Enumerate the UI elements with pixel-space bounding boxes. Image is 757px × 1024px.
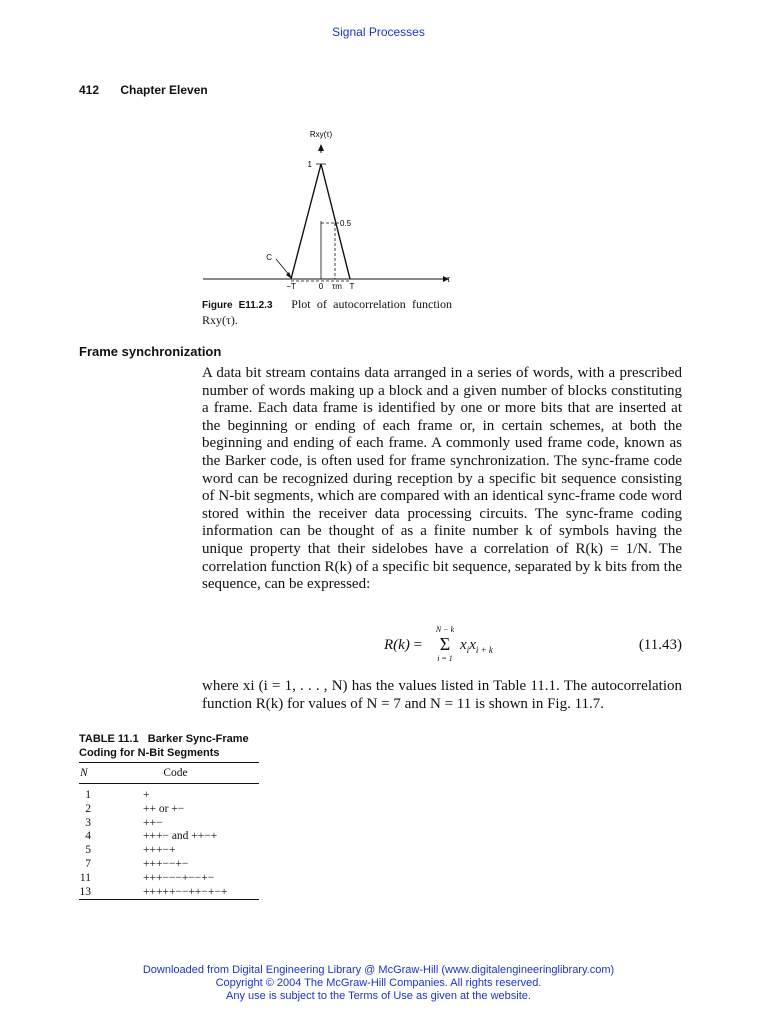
table-cell-code: +++++−−++−+−+ — [143, 885, 228, 898]
tick-tau-m: τm — [332, 282, 342, 291]
table-caption: Barker Sync-Frame Coding for N-Bit Segments — [79, 733, 249, 759]
body-paragraph-2: where xi (i = 1, . . . , N) has the values listed in Table 11.1. The autocorrelation function R(k) for values of N = 7 and N = 11 is shown in Fig. 11.7. — [202, 678, 682, 712]
table-header-code: Code — [163, 767, 188, 779]
summation-lower-limit: i = 1 — [437, 654, 453, 663]
x-axis-label: τ — [447, 275, 451, 284]
tick-zero: 0 — [318, 282, 324, 291]
offset-pointer-arrow — [286, 272, 292, 279]
table-cell-code: +++−−−+−−+− — [143, 871, 215, 884]
y-axis-arrow — [318, 144, 324, 151]
table-cell-code: + — [143, 789, 150, 801]
term-x1: x — [460, 637, 467, 653]
table-cell-n: 7 — [85, 857, 91, 870]
table-row — [79, 872, 259, 886]
table-row — [79, 858, 259, 872]
term-sub1: i — [466, 645, 470, 655]
equation-lhs — [384, 637, 422, 654]
table-cell-code: ++− — [143, 816, 163, 829]
table-cell-n: 11 — [79, 871, 91, 884]
barker-code-table — [79, 762, 259, 900]
page-number: 412 — [79, 83, 100, 97]
summation-term — [460, 637, 493, 655]
table-row — [79, 803, 259, 817]
table-cell-code: +++−−+− — [143, 857, 189, 870]
figure-caption-text: Plot of autocorrelation function Rxy(τ). — [202, 297, 452, 327]
footer-library-link[interactable]: Downloaded from Digital Engineering Library @ McGraw-Hill (www.digitalengineeringlibrary.com) — [142, 964, 615, 976]
y-axis-label: Rxy(τ) — [309, 130, 333, 139]
tick-t: T — [349, 282, 355, 291]
table-row — [79, 886, 259, 900]
table-cell-code: +++− and ++−+ — [143, 830, 218, 843]
term-x2: x — [469, 637, 476, 653]
equation-number: (11.43) — [638, 637, 682, 653]
table-cell-n: 2 — [85, 802, 91, 815]
table-cell-n: 3 — [85, 816, 91, 829]
equation-lhs-text: R(k) — [384, 637, 410, 653]
table-header-row — [79, 763, 259, 784]
tick-neg-t: −T — [286, 282, 296, 291]
offset-label: C — [266, 253, 272, 262]
footer-copyright: Copyright © 2004 The McGraw-Hill Companies. All rights reserved. — [215, 977, 542, 989]
table-row — [79, 817, 259, 831]
peak-label: 1 — [307, 160, 312, 169]
summation — [434, 625, 456, 663]
autocorrelation-plot — [195, 125, 455, 295]
table-cell-n: 13 — [79, 885, 91, 898]
table-cell-n: 1 — [85, 789, 91, 801]
footer-terms[interactable]: Any use is subject to the Terms of Use as given at the website. — [226, 990, 531, 1002]
equation-11-43 — [202, 625, 682, 667]
section-heading: Frame synchronization — [79, 344, 222, 359]
table-title — [79, 732, 279, 760]
figure-caption-label: Figure E11.2.3 — [202, 300, 273, 311]
table-header-n: N — [80, 767, 88, 779]
footer — [0, 964, 757, 1003]
summation-upper-limit: N − k — [435, 625, 455, 634]
table-cell-n: 4 — [85, 830, 91, 843]
table-body — [79, 789, 259, 899]
header-link[interactable]: Signal Processes — [332, 25, 425, 39]
summation-sigma: Σ — [439, 634, 451, 654]
table-row — [79, 830, 259, 844]
body-paragraph-1: A data bit stream contains data arranged in a series of words, with a prescribed number of words making up a block and a given number of blocks constituting a frame. Each data frame is identified by one or more bits that are inserted at the beginning or ending of each frame or, in certain schemes, at both the beginning and ending of each frame. A commonly used frame code, known as the Barker code, is often used for frame synchronization. The sync-frame code word can be recognized during reception by a specific bit sequence consisting of N-bit segments, which are compared with an identical sync-frame code word stored within the receiver data processing circuits. The sync-frame coding information can be thought of as a finite number k of symbols having the unique property that their sidelobes have a correlation of R(k) = 1/N. The correlation function R(k) of a specific bit sequence, separated by k bits from the sequence, can be expressed: — [202, 365, 682, 593]
term-sub2: i + k — [475, 645, 493, 655]
table-cell-code: ++ or +− — [143, 802, 185, 815]
table-row — [79, 789, 259, 803]
chapter-title: Chapter Eleven — [120, 83, 208, 97]
table-cell-code: +++−+ — [143, 844, 176, 857]
equation-equals: = — [413, 637, 423, 653]
figure-caption — [202, 297, 452, 327]
table-cell-n: 5 — [85, 844, 91, 857]
page-header — [79, 83, 208, 97]
table-number: TABLE 11.1 — [79, 733, 139, 745]
table-row — [79, 844, 259, 858]
half-label: 0.5 — [340, 219, 352, 228]
